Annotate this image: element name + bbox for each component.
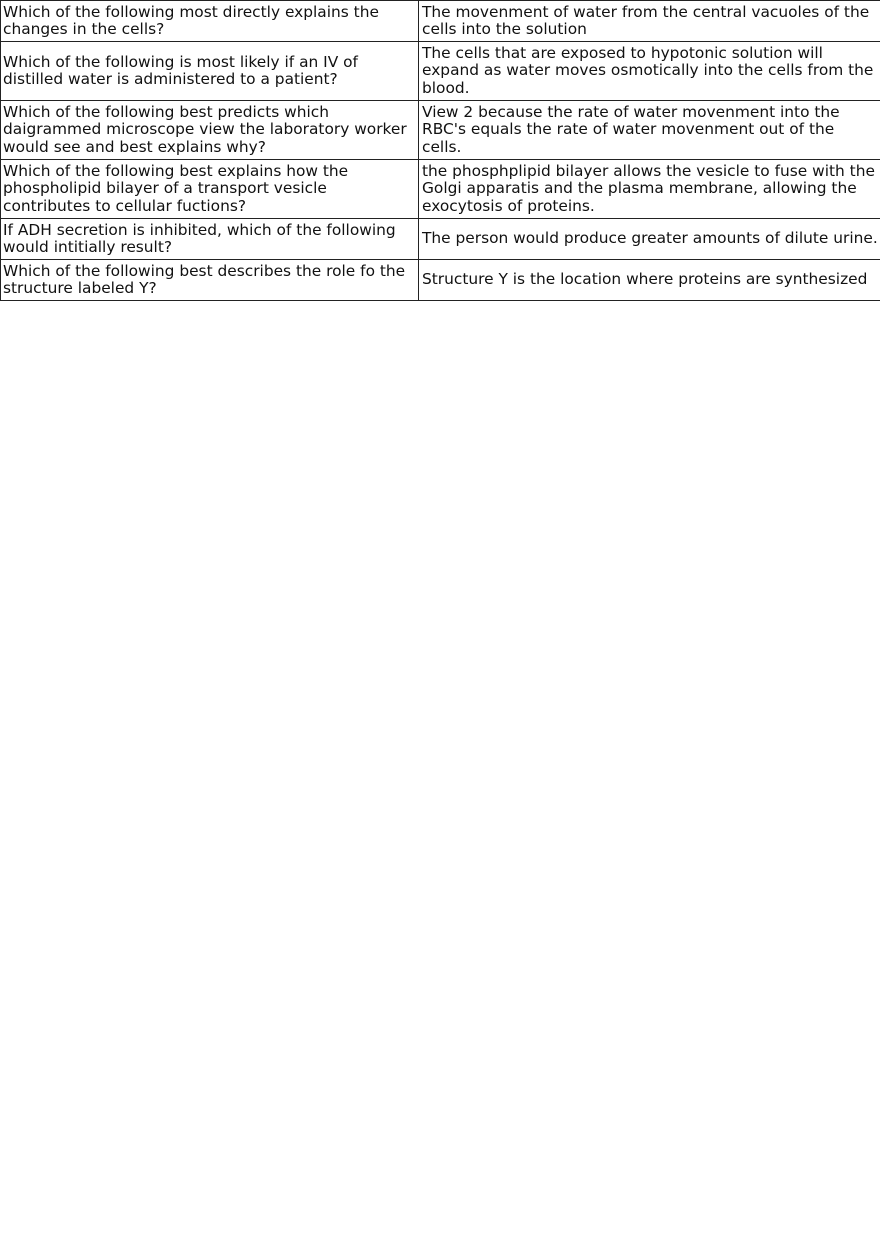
question-cell: If ADH secretion is inhibited, which of the following would intitially result?	[1, 219, 419, 260]
answer-cell: the phosphplipid bilayer allows the vesicle to fuse with the Golgi apparatis and the plasma membrane, allowing the exocytosis of proteins.	[419, 160, 880, 219]
question-cell: Which of the following best explains how the phospholipid bilayer of a transport vesicle contributes to cellular fuctions?	[1, 160, 419, 219]
question-answer-table	[0, 0, 880, 301]
answer-cell: Structure Y is the location where proteins are synthesized	[419, 260, 880, 301]
question-cell: Which of the following best predicts which daigrammed microscope view the laboratory worker would see and best explains why?	[1, 101, 419, 160]
table-row	[1, 219, 880, 260]
answer-cell: The cells that are exposed to hypotonic solution will expand as water moves osmotically into the cells from the blood.	[419, 42, 880, 101]
table-row	[1, 42, 880, 101]
answer-cell: The person would produce greater amounts of dilute urine.	[419, 219, 880, 260]
table-row	[1, 160, 880, 219]
table-row	[1, 260, 880, 301]
question-cell: Which of the following best describes the role fo the structure labeled Y?	[1, 260, 419, 301]
flashcard-sheet	[0, 0, 880, 301]
question-cell: Which of the following is most likely if an IV of distilled water is administered to a patient?	[1, 42, 419, 101]
answer-cell: View 2 because the rate of water movenment into the RBC's equals the rate of water movenment out of the cells.	[419, 101, 880, 160]
answer-cell: The movenment of water from the central vacuoles of the cells into the solution	[419, 1, 880, 42]
table-row	[1, 1, 880, 42]
question-cell: Which of the following most directly explains the changes in the cells?	[1, 1, 419, 42]
table-row	[1, 101, 880, 160]
